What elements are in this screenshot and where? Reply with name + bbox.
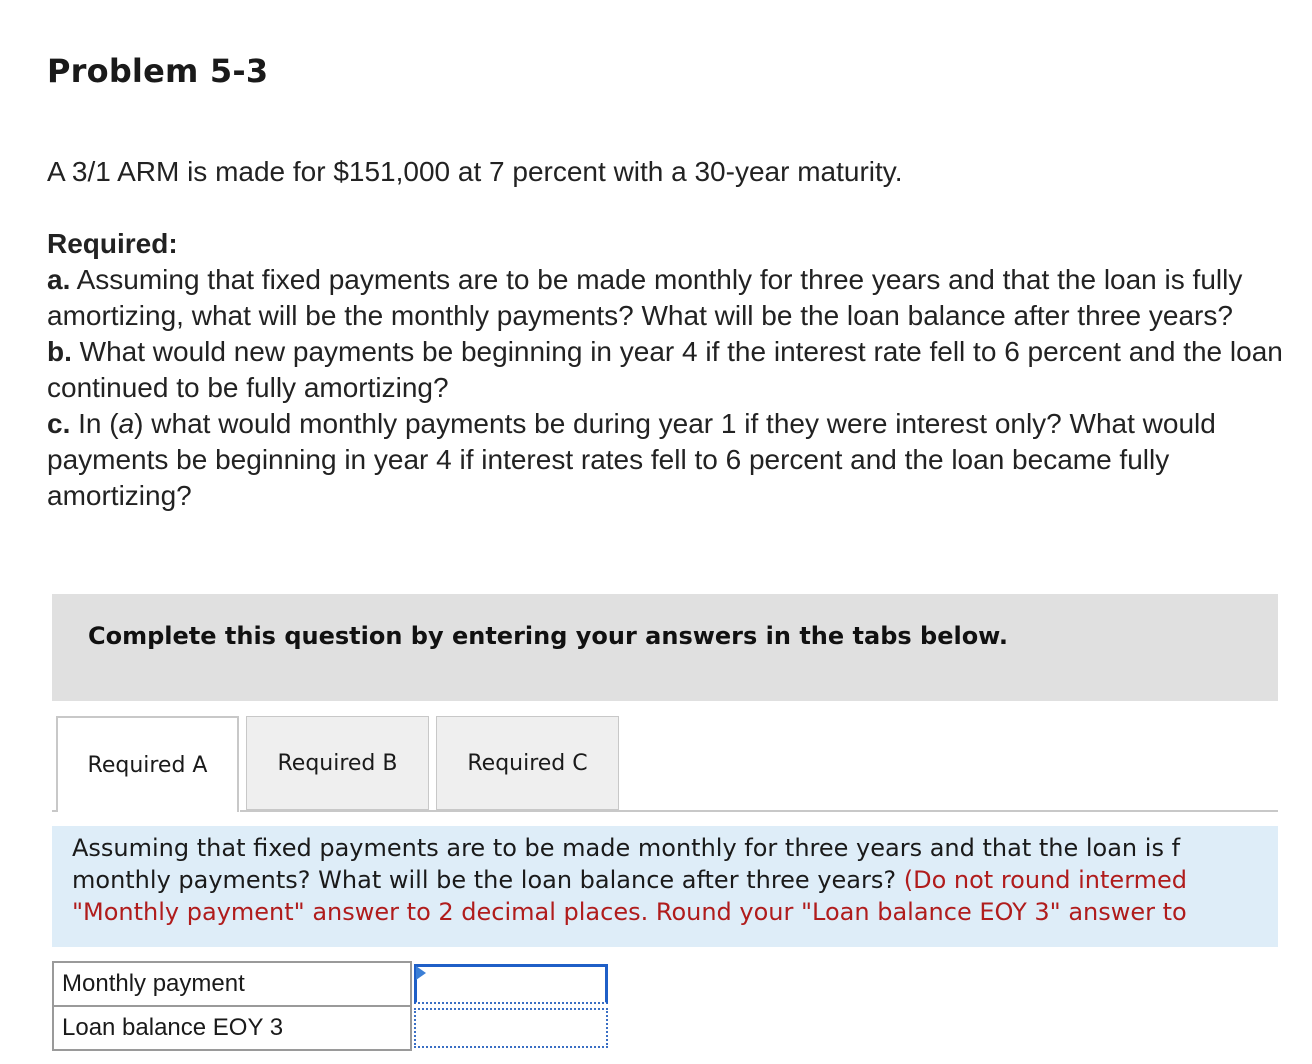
part-b [47,334,1297,406]
answer-table [52,961,614,1051]
input-marker-icon [416,966,426,980]
part-b-label: b. [47,336,72,367]
tab-required-c[interactable]: Required C [436,716,619,810]
required-section [47,226,1297,514]
table-row [53,962,613,1006]
tab-instruction-text: Assuming that fixed payments are to be made monthly for three years and that the loan is f monthly payments? What will be the loan balance after three years? (Do not round intermed "Monthly payment" answer to 2 decimal places. Round your "Loan balance EOY 3" answer to [72,834,1188,926]
part-a-text: Assuming that fixed payments are to be made monthly for three years and that the loan is fully amortizing, what will be the monthly payments? What will be the loan balance after three years? [47,264,1243,331]
part-b-text: What would new payments be beginning in year 4 if the interest rate fell to 6 percent and the loan continued to be fully amortizing? [47,336,1283,403]
part-a-label: a. [47,264,71,295]
part-c: c. In (a) what would monthly payments be during year 1 if they were interest only? What would payments be beginning in year 4 if interest rates fell to 6 percent and the loan became fully amortizing? [47,408,1216,511]
tab-required-a[interactable]: Required A [56,716,239,812]
tab-required-b[interactable]: Required B [246,716,429,810]
part-a [47,262,1297,334]
table-row [53,1006,613,1050]
monthly-payment-label: Monthly payment [53,962,411,1006]
problem-intro: A 3/1 ARM is made for $151,000 at 7 percent with a 30-year maturity. [47,156,903,187]
required-heading: Required: [47,228,178,259]
problem-title: Problem 5-3 [47,52,269,90]
part-c-label: c. [47,408,71,439]
monthly-payment-input[interactable] [414,964,608,1004]
banner-text: Complete this question by entering your answers in the tabs below. [88,622,1008,650]
tab-divider [240,810,1278,812]
tab-instruction-box [52,826,1278,947]
loan-balance-label: Loan balance EOY 3 [53,1006,411,1050]
loan-balance-input[interactable] [414,1008,608,1048]
instructions-banner [52,594,1278,701]
